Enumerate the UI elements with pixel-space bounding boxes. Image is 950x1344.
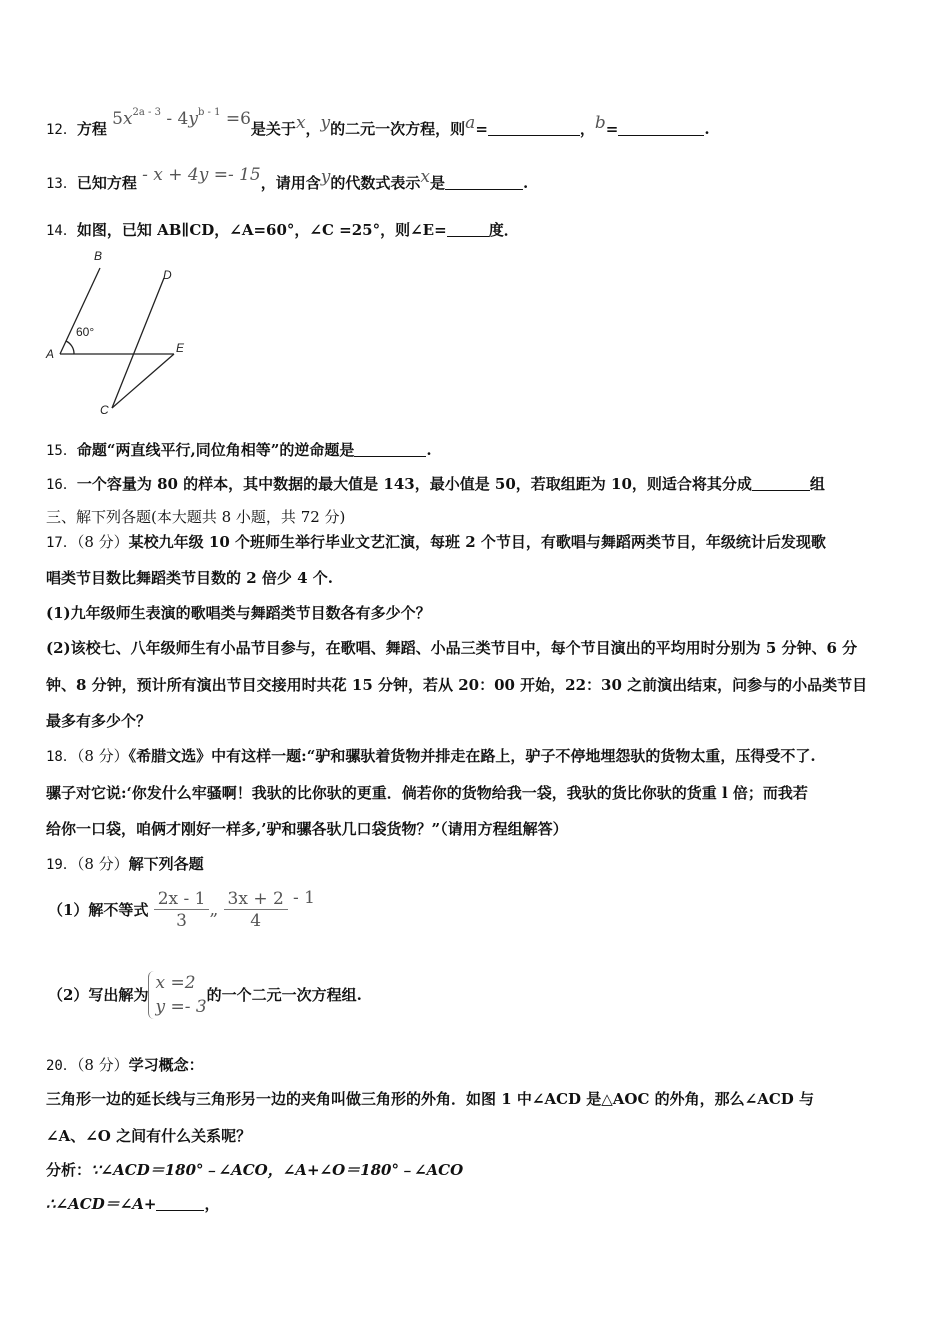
q20-analysis [46,1160,463,1180]
q20-line-1: 三角形一边的延长线与三角形另一边的夹角叫做三角形的外角．如图 1 中∠ACD 是△AOC 的外角，那么∠ACD 与 [46,1090,815,1108]
q12-text-1: 方程 [76,120,107,138]
q12-blank-a[interactable] [488,120,580,136]
q12-blank-b[interactable] [618,120,704,136]
q18-line-1: 《希腊文选》中有这样一题:“驴和骡驮着货物并排走在路上，驴子不停地埋怨驮的货物太重，压得受不了. [128,747,816,765]
question-number: 17． [46,535,77,551]
q13-var-x: x [420,167,430,187]
geometry-figure [40,248,210,418]
question-number: 19． [46,857,77,873]
q19-part-1-label: （1）解不等式 [48,901,149,919]
q20-therefore-end: ， [204,1195,220,1213]
question-number: 20． [46,1058,77,1074]
q12-var-b: b [594,113,606,133]
question-16 [46,474,825,495]
q19-tail: - 1 [293,888,315,908]
q12-comma-2: ， [579,120,595,138]
question-score: （8 分） [76,855,129,873]
question-19 [46,854,204,875]
q16-end: 组 [809,475,825,493]
question-17-line-1 [46,532,826,553]
q12-text-2: 是关于 [250,120,296,138]
q12-equation: $5x^{2a - 3} - 4y^{b - 1} =6$ [112,107,251,129]
q15-text: 命题“两直线平行,同位角相等”的逆命题是 [76,441,355,459]
q20-therefore-text: ∴∠ACD＝∠A+ [46,1195,157,1213]
question-14 [46,220,519,241]
q15-blank[interactable] [354,441,426,457]
q17-part-1: (1)九年级师生表演的歌唱类与舞蹈类节目数各有多少个？ [46,604,431,622]
q18-line-3: 给你一口袋，咱俩才刚好一样多,’驴和骡各驮几口袋货物？”（请用方程组解答） [46,820,568,838]
q14-end: 度． [488,221,519,239]
q20-blank[interactable] [156,1195,204,1211]
q16-blank[interactable] [752,475,810,491]
segment-dc [112,278,164,408]
q19-part-1 [48,886,315,933]
q13-blank[interactable] [445,174,523,190]
q12-eq-2: = [605,120,619,138]
q12-var-a: a [465,113,476,133]
q19-system [148,971,206,1019]
q15-end: . [426,441,432,459]
q20-title: 学习概念： [128,1056,204,1074]
q14-text: 如图，已知 AB∥CD，∠A=60°，∠C =25°，则∠E= [76,221,447,239]
q13-text-3: 的代数式表示 [330,174,421,192]
angle-label: 60° [76,325,95,339]
q13-end: . [523,174,529,192]
system-eq-1: x =2 [155,973,196,993]
q19-relation: „ [209,900,219,920]
label-e: E [176,341,185,355]
q19-part-2-label: （2）写出解为 [48,986,149,1004]
q18-line-2: 骡子对它说:‘你发什么牢骚啊！我驮的比你驮的更重．倘若你的货物给我一袋，我驮的货比你驮的货重 l 倍；而我若 [46,784,808,802]
question-18-line-1 [46,746,816,767]
segment-ec [112,354,174,408]
q19-fraction-2 [224,889,288,932]
q12-text-3: 的二元一次方程，则 [330,120,466,138]
question-number: 12． [46,122,77,138]
question-12 [46,107,710,140]
q20-analysis-text: ∵∠ACD＝180°﹣∠ACO，∠A+∠O＝180°﹣∠ACO [91,1161,464,1179]
q12-equation-rhs: =6 [225,109,251,129]
q16-text: 一个容量为 80 的样本，其中数据的最大值是 143，最小值是 50，若取组距为 10，则适合将其分成 [76,475,752,493]
q13-text-1: 已知方程 [76,174,137,192]
question-13 [46,165,529,194]
system-eq-2: y =- 3 [155,997,207,1017]
question-number: 15． [46,443,77,459]
q20-analysis-label: 分析： [46,1161,92,1179]
q19-fraction-1 [154,889,210,932]
q17-line-2: 唱类节目数比舞蹈类节目数的 2 倍少 4 个. [46,569,333,587]
q13-equation: - x + 4y =- 15 [142,165,261,185]
q17-part-2a: (2)该校七、八年级师生有小品节目参与，在歌唱、舞蹈、小品三类节目中，每个节目演出的平均用时分别为 5 分钟、6 分 [46,639,858,657]
fraction-2-numerator: 3x + 2 [224,889,288,910]
question-score: （8 分） [76,747,129,765]
section-heading: 三、解下列各题(本大题共 8 小题，共 72 分) [46,508,346,526]
question-number: 14． [46,223,77,239]
label-c: C [100,403,109,417]
question-number: 16． [46,477,77,493]
question-15 [46,440,432,461]
label-a: A [46,347,55,361]
q19-part-2-end: 的一个二元一次方程组. [206,986,362,1004]
question-number: 13． [46,176,77,192]
q13-text-4: 是 [429,174,445,192]
question-number: 18． [46,749,77,765]
q13-var-y: y [320,167,331,187]
question-score: （8 分） [76,1056,129,1074]
q17-line-1: 某校九年级 10 个班师生举行毕业文艺汇演，每班 2 个节目，有歌唱与舞蹈两类节目，年级统计后发现歌 [128,533,826,551]
angle-arc-a [66,341,74,354]
q14-blank[interactable] [447,221,489,237]
q17-part-2c: 最多有多少个？ [46,712,152,730]
label-b: B [94,249,103,263]
q20-line-2: ∠A、∠O 之间有什么关系呢？ [46,1127,252,1145]
q13-text-2: ，请用含 [260,174,321,192]
q12-var-x: x [295,113,306,133]
q12-var-y: y [320,113,331,133]
q19-part-2 [48,968,362,1021]
q12-eq-1: = [475,120,488,138]
q17-part-2b: 钟、8 分钟，预计所有演出节目交接用时共花 15 分钟，若从 20：00 开始，22：30 之前演出结束，问参与的小品类节目 [46,676,868,694]
fraction-2-denominator: 4 [250,910,262,931]
q12-end: . [704,120,710,138]
fraction-1-numerator: 2x - 1 [154,889,210,910]
label-d: D [163,268,172,282]
q19-title: 解下列各题 [128,855,204,873]
q20-therefore [46,1194,220,1214]
question-20 [46,1055,204,1076]
fraction-1-denominator: 3 [176,910,187,931]
question-score: （8 分） [76,533,129,551]
q12-comma: ， [305,120,321,138]
